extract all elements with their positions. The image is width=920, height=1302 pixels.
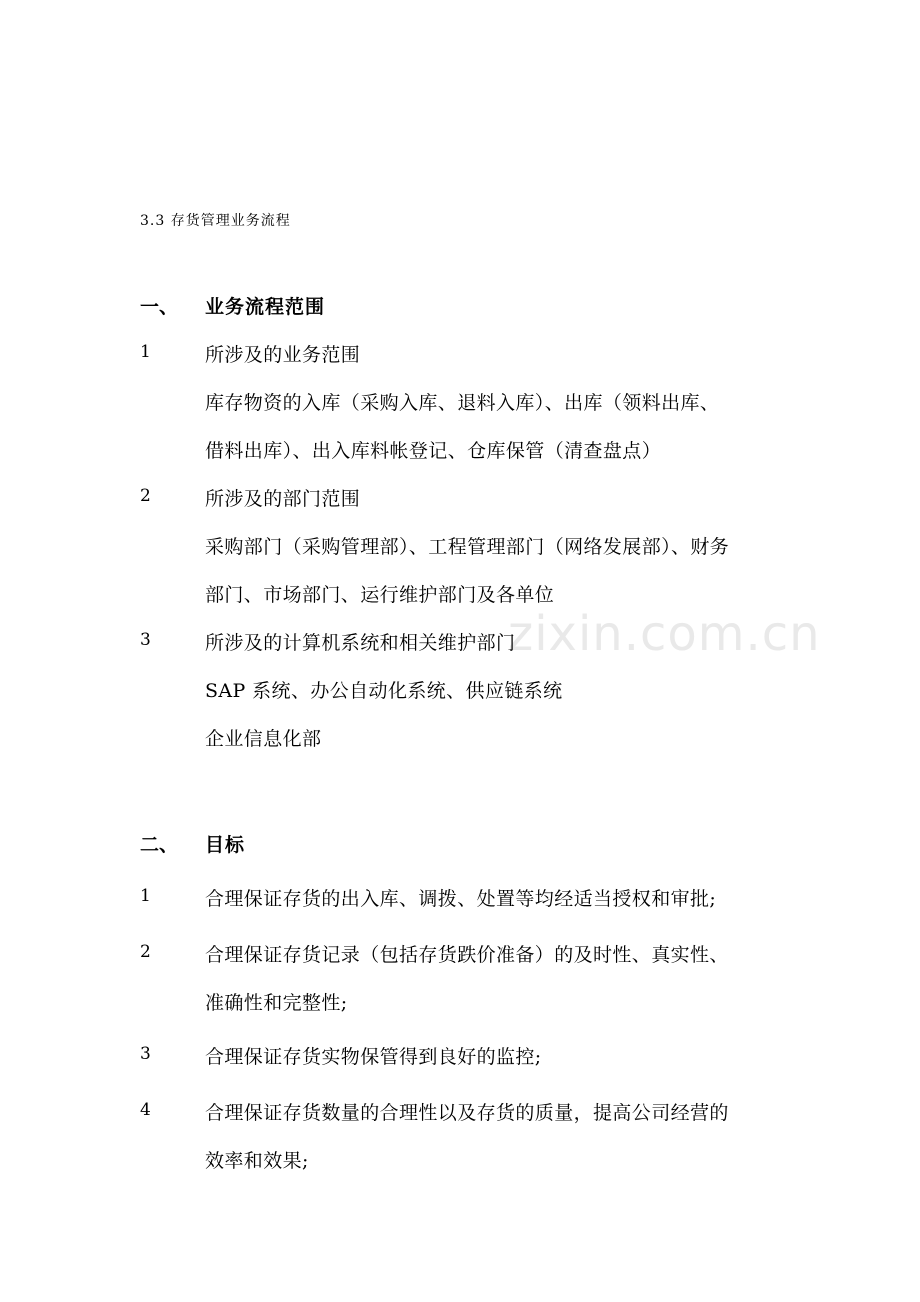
section-1-item-1-line: 所涉及的业务范围	[205, 344, 361, 366]
section-2-item-3-number: 3	[140, 1044, 151, 1064]
section-2-item-1-number: 1	[140, 886, 151, 906]
section-1-item-2-number: 2	[140, 486, 151, 506]
watermark: zixin.com.cn	[508, 606, 821, 662]
section-1-item-3-line: 企业信息化部	[205, 728, 322, 750]
section-2-item-3-line: 合理保证存货实物保管得到良好的监控;	[205, 1046, 542, 1068]
section-1-title: 业务流程范围	[205, 296, 326, 318]
section-1-item-1-number: 1	[140, 342, 151, 362]
section-2-title: 目标	[205, 834, 246, 856]
section-2-item-1-line: 合理保证存货的出入库、调拨、处置等均经适当授权和审批;	[205, 888, 717, 910]
section-2-item-4-line: 效率和效果;	[205, 1150, 309, 1172]
document-heading: 3.3 存货管理业务流程	[140, 213, 291, 229]
section-1-item-3-number: 3	[140, 630, 151, 650]
section-2-item-2-line: 准确性和完整性;	[205, 992, 348, 1014]
section-1-item-2-line: 所涉及的部门范围	[205, 488, 361, 510]
section-1-item-3-line: 所涉及的计算机系统和相关维护部门	[205, 632, 516, 654]
section-1-number: 一、	[140, 296, 179, 318]
section-2-item-2-line: 合理保证存货记录（包括存货跌价准备）的及时性、真实性、	[205, 944, 729, 966]
section-2-number: 二、	[140, 834, 179, 856]
section-1-item-2-line: 采购部门（采购管理部）、工程管理部门（网络发展部）、财务	[205, 536, 730, 558]
section-1-item-1-line: 借料出库）、出入库料帐登记、仓库保管（清查盘点）	[205, 440, 662, 462]
section-2-item-4-line: 合理保证存货数量的合理性以及存货的质量，提高公司经营的	[205, 1102, 729, 1124]
section-1-item-2-line: 部门、市场部门、运行维护部门及各单位	[205, 584, 555, 606]
section-2-item-2-number: 2	[140, 942, 151, 962]
section-2-item-4-number: 4	[140, 1100, 151, 1120]
section-1-item-1-line: 库存物资的入库（采购入库、退料入库）、出库（领料出库、	[205, 392, 720, 414]
section-1-item-3-line: SAP 系统、办公自动化系统、供应链系统	[205, 680, 563, 702]
